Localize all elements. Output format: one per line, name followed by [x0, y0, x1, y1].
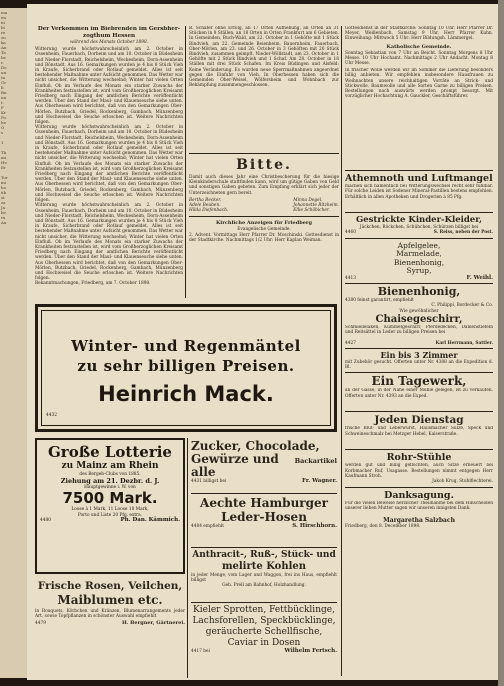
zucker-num: 4431 billigst bei [191, 479, 227, 484]
page-edge [498, 0, 504, 686]
apfel-sig: F. Weihl. [466, 275, 493, 281]
column-divider [185, 26, 186, 298]
sprotten-num: 4417 bei [191, 649, 210, 654]
flowers-body: in Bouquets, Körbchen und Kränzen, Blumenarrangements jeder Art, sowie Topfpflanzen in schönster Auswahl empfiehlt [35, 609, 185, 620]
column-divider [341, 26, 342, 676]
kirch-sub: Evangelische Gemeinde. [237, 227, 291, 233]
athm-title: Athemnoth und Luftmangel [345, 173, 493, 185]
rob-sig: Jakob Krug, Stuhlflechterei. [432, 479, 493, 485]
article-body: Witterung wurde höchstwahrscheinlich am 2. October in Ossenheim, Fauerbach, Dorheim und am 10. October in Büdesheim und Nieder-Florstadt, Reichelsheim, Weckesheim, Dorn-Assenheim und Bönstadt. Aus 16. Gemarkungen wurden je 4 bis 8 Stück Vieh in Kraufe, Sicherbrand oder Rotlauf gemeldet. Alles ist seit bestehender Maßnahme unter Aufsicht genommen. Das Wetter war nicht unsicher, die Witterung wechselnd; Winter hat vielen Orten Einfluß. Ob im Verlaufe des Monats ein starker Zuwachs der Krankheiten festzustellen ist, wird vom Großherzoglichen Kreisamt Friedberg nach Eingang der amtlichen Berichte veröffentlicht werden. Über den Stand der Maul- und Klauenseuche siehe unten. Aus Oberhessen wird berichtet, daß von den Gemarkungen Ober-Mörlen, Butzbach, Griedel, Rockenberg, Gambach, Münzenberg und Hochweisel die Seuche erloschen ist. Weitere Nachrichten folgen. [35, 47, 183, 126]
kinder-num: 4460 [345, 230, 356, 236]
adjacent-page-strip [0, 8, 27, 678]
tage-title: Ein Tagewerk, [371, 374, 467, 389]
rob-body: werden gut und billig geflochten, auch Sitze erneuert bei Korbmacher Ruf, Usagasse. Bestellungen nimmt entgegen Herr Kaufmann Stroh. [345, 463, 493, 479]
hamburger-ad [191, 496, 337, 546]
anthrazit-line2: melirte Kohlen [221, 561, 307, 572]
lotterie-line3: des Bergeb-Clubs von 1885. [79, 472, 141, 477]
sprotten-line4: Caviar in Dosen [227, 638, 301, 648]
zimmer-body: mit Zubehör gesucht. Offerten unter Nr. 4388 an die Expedition d. Bl. [345, 360, 493, 371]
article-column-1 [35, 26, 183, 298]
lotterie-line6: Loose à 1 Mark, 11 Loose 10 Mark, [71, 507, 149, 513]
anthrazit-line1: Anthracit-, Ruß-, Stück- und [192, 550, 336, 560]
bitte-title: Bitte. [236, 157, 292, 173]
sprotten-line2: Lachsforellen, Speckbücklinge, [192, 616, 336, 626]
mack-name: Heinrich Mack. [98, 382, 274, 406]
tage-body: an der Gasse, in der Nähe einer Mühle gelegen, ist zu verkaufen. Offerten unter Nr. 4393 an die Exped. [345, 388, 493, 399]
flowers-line2: Maiblumen etc. [57, 593, 163, 607]
apfel-item: Bienenhonig, [393, 257, 445, 267]
article-footer: Bekanntmachungen, Friedberg, am 7. October 1898. [35, 281, 151, 287]
article-heading: Der Verkommen im Biebrenden im Gersbher- zogthum Hessen [37, 26, 181, 39]
bienen-line2: Wie gewöhnlicher [399, 308, 439, 314]
zucker-sig: Fr. Wagner. [302, 478, 337, 484]
bienen-sig: C. Philippi, Bordecker & Co. [431, 303, 493, 309]
lotterie-line4: Ziehung am 21. Dezbr. d. J. [60, 477, 160, 486]
divider [345, 212, 493, 213]
zucker-line2: Gewürze und alle [191, 452, 279, 479]
dank-sig: Margaretha Salzbach [383, 516, 455, 524]
apfel-num: 4413 [345, 276, 356, 281]
lotterie-ad [35, 438, 185, 574]
divider [345, 170, 493, 171]
kinder-title: Gestrickte Kinder-Kleider, [355, 215, 483, 226]
signer: Johannette Ritzheim. [293, 203, 339, 209]
lotterie-line2: zu Mainz am Rhein [61, 461, 159, 471]
divider [345, 449, 493, 450]
bienen-sub: 4380 feinst garantirt, empfiehlt [345, 298, 414, 304]
dank-foot: Friedberg, den 8. December 1898. [345, 523, 421, 529]
flowers-ad [35, 580, 185, 676]
divider [191, 602, 337, 603]
mack-num: 4432 [46, 413, 57, 418]
divider [345, 372, 493, 373]
article-subheading: während des Monats October 1898. [69, 40, 149, 45]
flowers-num: 4479 [35, 621, 46, 627]
divider [345, 487, 493, 488]
long-body: In frischer Wolle werden wir im Sommer die Lieferung besonders billig anbieten. Wir empfehlen insbesondere Hausfrauen zu Weihnachten unsere reichhaltigen Vorräte an Strick- und Stickwolle, Baumwolle und alle Sorten Garne zu billigen Preisen. Bestellungen nach auswärts werden prompt besorgt. Mit vorzüglicher Hochachtung A. Gauckler, Geschäftsführer. [345, 68, 493, 100]
mack-line2: zu sehr billigen Preisen. [77, 357, 295, 375]
lotterie-line5: Hauptgewinne i. W. von [84, 485, 136, 491]
col3-top: Gottesdienst in der Stadtkirche: Sonntag 10 Uhr. Herr Pfarrer Dr. Meyer, Weißenbach. Samstag 9 Uhr, Herr Pfarrer Kuhn. Einweihung: Mittwoch 5 Uhr: Herr Bildungsh. Lämmergel. [345, 26, 493, 42]
apfel-item: Marmelade, [396, 249, 442, 259]
kirch-body: 2. Advent. Vormittags Herr Pfarrer Dr. Moschinski. Gottesdienst in der Stadtkirche. Nachmittags 1/2 Uhr: Herr Kaplan Weiman. [189, 232, 339, 243]
sprotten-ad [191, 605, 337, 677]
paper-sheet [27, 4, 498, 680]
article-column-2 [189, 26, 339, 298]
kath-title: Katholische Gemeinde. [386, 43, 452, 50]
divider [191, 493, 337, 494]
apfel-item: Syrup, [406, 266, 432, 276]
dank-title: Danksagung. [384, 489, 454, 501]
chais-num: 4427 [345, 340, 356, 346]
divider [345, 238, 493, 239]
signer: Hilda Diefenbach. [189, 208, 229, 214]
bienen-title: Bienenhonig, [377, 285, 461, 299]
divider [191, 547, 337, 548]
article-body-repeat-2: Witterung wurde höchstwahrscheinlich am 2. October in Ossenheim, Fauerbach, Dorheim und am 10. October in Büdesheim und Nieder-Florstadt, Reichelsheim, Weckesheim, Dorn-Assenheim und Bönstadt. Aus 16. Gemarkungen wurden je 4 bis 8 Stück Vieh in Kraufe, Sicherbrand oder Rotlauf gemeldet. Alles ist seit bestehender Maßnahme unter Aufsicht genommen. Das Wetter war nicht unsicher, die Witterung wechselnd; Winter hat vielen Orten Einfluß. Ob im Verlaufe des Monats ein starker Zuwachs der Krankheiten festzustellen ist, wird vom Großherzoglichen Kreisamt Friedberg nach Eingang der amtlichen Berichte veröffentlicht werden. Über den Stand der Maul- und Klauenseuche siehe unten. Aus Oberhessen wird berichtet, daß von den Gemarkungen Ober-Mörlen, Butzbach, Griedel, Rockenberg, Gambach, Münzenberg und Hochweisel die Seuche erloschen ist. Weitere Nachrichten folgen. [35, 203, 183, 282]
anthrazit-body: in jeder Menge, vom Lager und Waggon, frei ins Haus, empfiehlt billigst [191, 573, 337, 584]
anthrazit-ad [191, 550, 337, 600]
hamburger-line1: Aechte Hamburger [200, 496, 328, 510]
signer: Bertha Becker. [189, 197, 222, 203]
column-divider [187, 438, 188, 678]
divider [345, 283, 493, 284]
kirch-title: Kirchliche Anzeigen für Friedberg [215, 220, 313, 227]
article-column-3 [345, 26, 493, 678]
apfel-item: Apfelgelee, [397, 240, 441, 250]
mack-ad-inner [41, 310, 331, 426]
rob-title: Rohr-Stühle [386, 452, 452, 464]
dank-body: Für die vielen Beweise herzlicher Theilnahme bei dem Hinscheiden unserer lieben Mutter sagen wir unseren innigsten Dank. [345, 500, 493, 511]
hamburger-sig: S. Hirschhorn. [292, 523, 337, 529]
lotterie-amount: 7500 Mark. [62, 489, 158, 508]
divider [189, 153, 339, 154]
chais-sig: Karl Herrmann, Sattler. [435, 340, 493, 346]
lotterie-num: 4480 [40, 517, 51, 523]
kinder-shop: S. Reiss, neben der Post. [433, 230, 493, 236]
apfel-list [345, 242, 493, 276]
zucker-line3: Backartikel [294, 457, 337, 465]
chais-title: Chaisegeschirr, [375, 313, 463, 325]
article-continuation: B. Schäfer ohne Erfolg, an 17 Orten Aufhebung, an Orten an 31 Stücken in 8 Ställen, an 18 Orten in Orten Frankfurt am 6 Gebieten. In Gemeinden, Buch-Wald, am 22. October in 1 Gehöfte mit 1 Stück Rindvieh, am 22. Gemeinde Beienheim, Bauernheim, Fauerbach, Ober-Mörlen, am 23. und 26. October in 3 Gehöften mit 20 Stück Rindvieh, zusammen geimpft. Nieder-Wöllstadt, am 23. October in 1 Gehöfte mit 2 Stück Rindvieh und 1 Schaf. Am 28. October in 18 Ställen mit drei Stück Schafen. Im Kreis Büdingen und Alsfeld: Keine Veränderung. Es wurden neue Sperrmaßnahmen angeordnet gegen die Einfuhr von Vieh. In Oberhessen haben sich die Gemeinden Ober-Weisel, Wölfersheim und Wohnbach zur Bekämpfung zusammengeschlossen. [189, 26, 339, 89]
dienst-body: frische Blut- und Leberwurst, Hausmacher Sülze, Speck und Schweineschmalz bei Metzger Hebel, Kaiserstraße. [345, 426, 493, 437]
adjacent-page-text: ma en ni bi re zu ka An Ta be r. De un ta Gr li Bu un t. F Kr Po he O s 1 Th mi He Er Tor mi ho üb st za Ja be ru Au [1, 10, 8, 225]
signer: Adele Beuben. [189, 203, 221, 209]
chais-body: Schmiedelaken, Kummetgeschirr, Pferdedecken, Damenstiefeln und Reitsättel in Leder zu billigen Preisen bei [345, 324, 493, 336]
zucker-ad [191, 440, 337, 490]
divider [189, 216, 339, 217]
kath-body: Sonntag Sebastian von 7 Uhr an Beicht. Sonntag Morgens 8 Uhr Messe. 10 Uhr Hochamt. Nachmittags 2 Uhr Andacht. Montag 8 Uhr Messe. [345, 50, 493, 67]
anthrazit-sig: Geb. Prell am Bahnhof, Holzhandlung. [222, 583, 306, 589]
flowers-line1: Frische Rosen, Veilchen, [37, 580, 183, 592]
sprotten-sig: Wilhelm Fertsch. [284, 648, 337, 654]
mack-ad [35, 304, 337, 432]
sprotten-line3: geräucherte Schellfische, [205, 627, 323, 637]
mack-line1: Winter- und Regenmäntel [71, 337, 301, 355]
signer: Minna Degel. [293, 197, 323, 203]
zimmer-title: Ein bis 3 Zimmer [380, 350, 458, 361]
article-body-repeat: Witterung wurde höchstwahrscheinlich am 2. October in Ossenheim, Fauerbach, Dorheim und am 10. October in Büdesheim und Nieder-Florstadt, Reichelsheim, Weckesheim, Dorn-Assenheim und Bönstadt. Aus 16. Gemarkungen wurden je 4 bis 8 Stück Vieh in Kraufe, Sicherbrand oder Rotlauf gemeldet. Alles ist seit bestehender Maßnahme unter Aufsicht genommen. Das Wetter war nicht unsicher, die Witterung wechselnd; Winter hat vielen Orten Einfluß. Ob im Verlaufe des Monats ein starker Zuwachs der Krankheiten festzustellen ist, wird vom Großherzoglichen Kreisamt Friedberg nach Eingang der amtlichen Berichte veröffentlicht werden. Über den Stand der Maul- und Klauenseuche siehe unten. Aus Oberhessen wird berichtet, daß von den Gemarkungen Ober-Mörlen, Butzbach, Griedel, Rockenberg, Gambach, Münzenberg und Hochweisel die Seuche erloschen ist. Weitere Nachrichten folgen. [35, 125, 183, 204]
zucker-line1: Zucker, Chocolade, [191, 440, 320, 453]
athm-body: machen sich namentlich bei Witterungswechsel recht sehr fühlbar. Für solche Leiden ist Sodener Mineral-Pastillen bestens empfohlen. Erhältlich in allen Apotheken und Drogerien à 85 Pfg. [345, 184, 493, 200]
hamburger-num: 4484 empfiehlt [191, 524, 224, 529]
kinder-body: Jäckchen, Röckchen, Schühchen, Schürzen billigst bei [359, 225, 479, 231]
dienst-title: Jeden Dienstag [374, 414, 464, 427]
flowers-sig: H. Bergner, Gärtnerei. [121, 620, 185, 627]
lotterie-title: Große Lotterie [48, 443, 172, 461]
divider [345, 411, 493, 412]
hamburger-line2: Leder-Hosen [221, 510, 307, 524]
signer: Ellie Schöbicher. [293, 208, 330, 214]
bitte-signers [189, 198, 339, 214]
lotterie-line7: Porto und Liste 20 Pfg. extra. [77, 512, 143, 518]
bitte-body: Damit auch dieses Jahr eine Christbescherung für die hiesige Kleinkinderschule stattfinden kann, wird um gütige Gaben von Geld und sonstigen Gaben gebeten. Zum Empfang erklärt sich jeder der Unterzeichneten gern bereit. [189, 175, 339, 196]
lotterie-sig: Ph. Dan. Kämmich. [120, 516, 180, 523]
divider [345, 348, 493, 349]
sprotten-line1: Kieler Sprotten, Fettbücklinge, [193, 605, 335, 615]
